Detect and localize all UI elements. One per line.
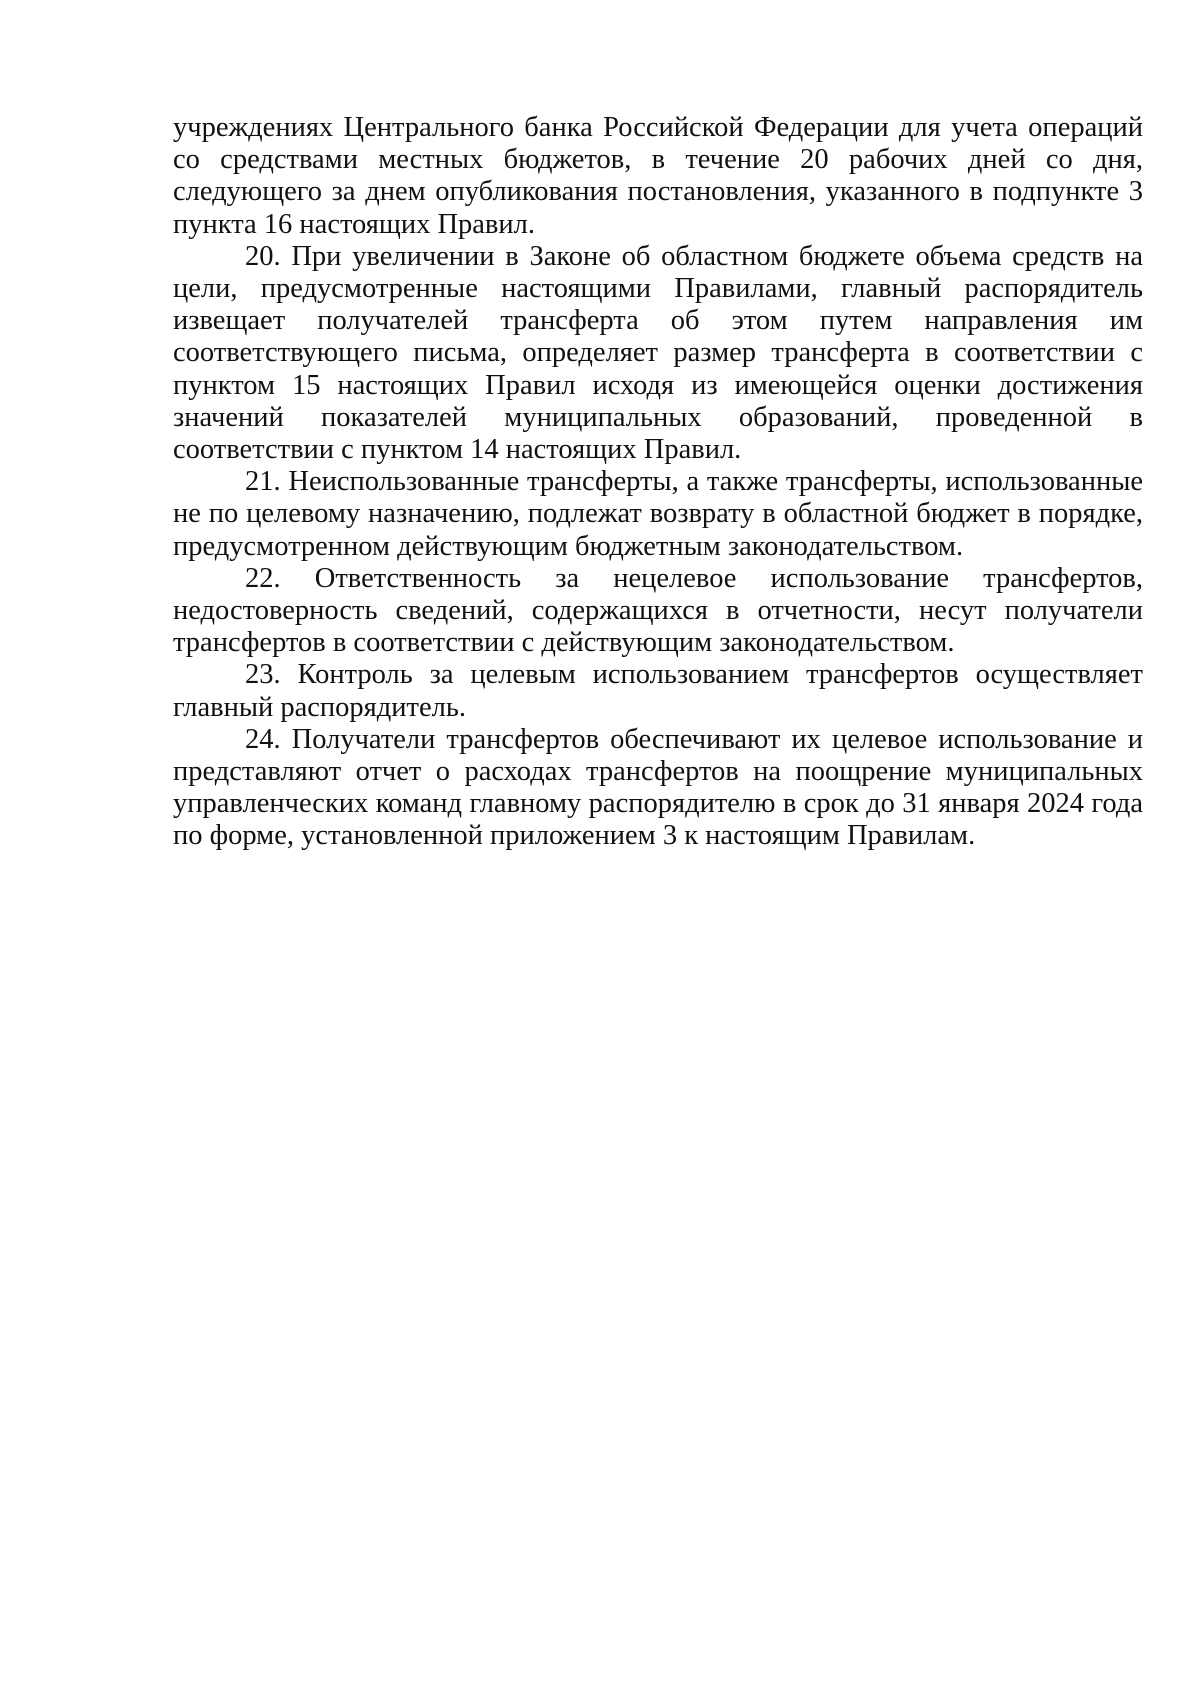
paragraph-item-22: 22. Ответственность за нецелевое использование трансфертов, недостоверность сведений, содержащихся в отчетности, несут получатели трансфертов в соответствии с действующим законодательством. bbox=[173, 562, 1143, 659]
paragraph-item-23: 23. Контроль за целевым использованием трансфертов осуществляет главный распорядитель. bbox=[173, 659, 1143, 723]
paragraph-item-24: 24. Получатели трансфертов обеспечивают их целевое использование и представляют отчет о расходах трансфертов на поощрение муниципальных управленческих команд главному распорядителю в срок до 31 января 2024 года по форме, установленной приложением 3 к настоящим Правилам. bbox=[173, 723, 1143, 852]
paragraph-item-21: 21. Неиспользованные трансферты, а также трансферты, использованные не по целевому назначению, подлежат возврату в областной бюджет в порядке, предусмотренном действующим бюджетным законодательством. bbox=[173, 466, 1143, 562]
paragraph-continuation: учреждениях Центрального банка Российской Федерации для учета операций со средствами местных бюджетов, в течение 20 рабочих дней со дня, следующего за днем опубликования постановления, указанного в подпункте 3 пункта 16 настоящих Правил. bbox=[173, 112, 1143, 240]
paragraph-item-20: 20. При увеличении в Законе об областном бюджете объема средств на цели, предусмотренные настоящими Правилами, главный распорядитель извещает получателей трансферта об этом путем направления им соответствующего письма, определяет размер трансферта в соответствии с пунктом 15 настоящих Правил исходя из имеющейся оценки достижения значений показателей муниципальных образований, проведенной в соответствии с пунктом 14 настоящих Правил. bbox=[173, 240, 1143, 466]
document-body bbox=[173, 112, 1143, 853]
